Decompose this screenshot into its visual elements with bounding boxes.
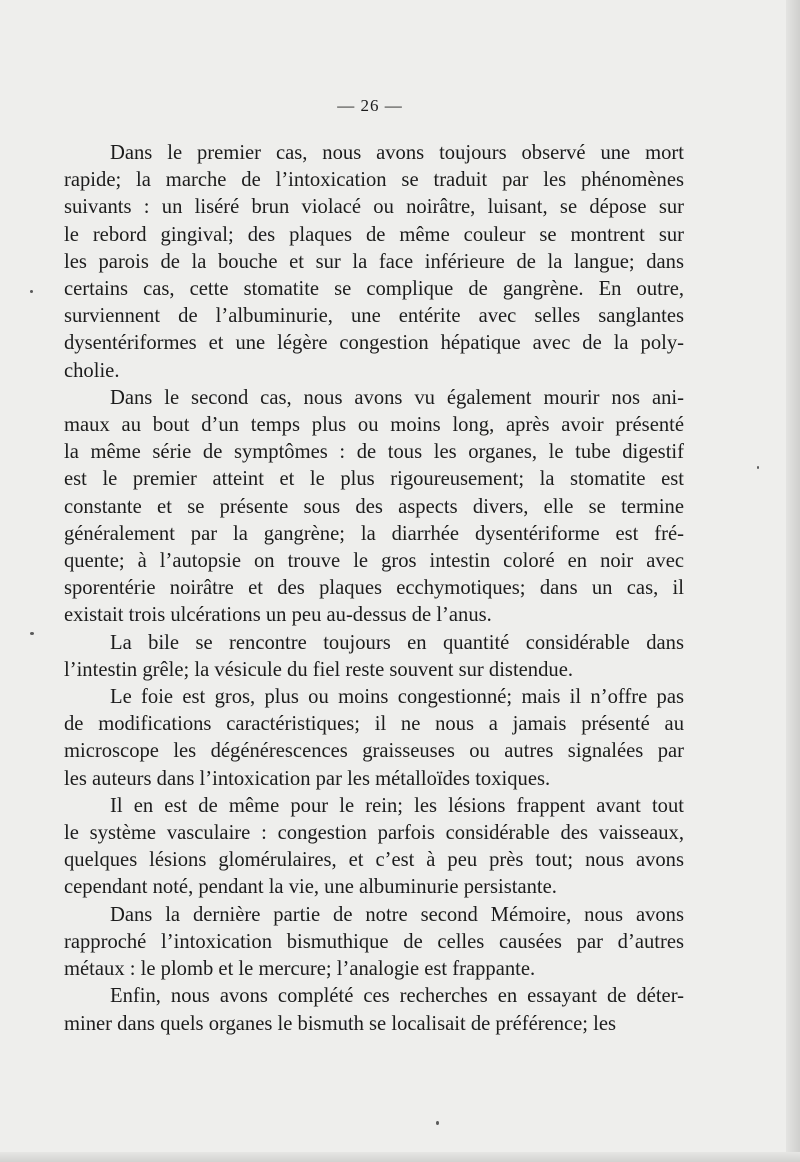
text-line: constante et se présente sous des aspects divers, elle se termine <box>64 495 684 518</box>
text-line: microscope les dégénérescences graisseuses ou autres signalées par <box>64 740 684 763</box>
text-line: miner dans quels organes le bismuth se localisait de préférence; les <box>64 1012 617 1035</box>
page-bottom-shadow <box>0 1152 800 1162</box>
paragraph <box>64 684 684 793</box>
text-line: maux au bout d’un temps plus ou moins long, après avoir présenté <box>64 414 684 437</box>
text-line: suivants : un liséré brun violacé ou noirâtre, luisant, se dépose sur <box>64 196 684 219</box>
paragraph <box>64 140 684 385</box>
paragraph <box>64 983 684 1037</box>
text-line: généralement par la gangrène; la diarrhée dysentériforme est fré- <box>64 522 684 545</box>
paragraph <box>64 902 684 984</box>
text-line: quelques lésions glomérulaires, et c’est à peu près tout; nous avons <box>64 849 684 872</box>
text-line: dysentériformes et une légère congestion hépatique avec de la poly- <box>64 332 684 355</box>
text-line: Dans le second cas, nous avons vu également mourir nos ani- <box>110 386 684 409</box>
text-line: existait trois ulcérations un peu au-dessus de l’anus. <box>64 604 492 627</box>
text-line: Dans la dernière partie de notre second Mémoire, nous avons <box>110 903 684 926</box>
text-line: cependant noté, pendant la vie, une albuminurie persistante. <box>64 876 557 899</box>
text-line: la même série de symptômes : de tous les organes, le tube digestif <box>64 441 684 464</box>
text-line: l’intestin grêle; la vésicule du fiel reste souvent sur distendue. <box>64 658 573 681</box>
text-line: quente; à l’autopsie on trouve le gros intestin coloré en noir avec <box>64 550 684 573</box>
text-line: cholie. <box>64 359 120 382</box>
print-speck <box>436 1121 439 1125</box>
print-speck <box>30 632 34 635</box>
text-line: Le foie est gros, plus ou moins congestionné; mais il n’offre pas <box>110 686 684 709</box>
text-line: surviennent de l’albuminurie, une entérite avec selles sanglantes <box>64 305 684 328</box>
text-line: le système vasculaire : congestion parfois considérable des vaisseaux, <box>64 822 684 845</box>
page-edge-shadow <box>786 0 800 1162</box>
text-line: de modifications caractéristiques; il ne nous a jamais présenté au <box>64 713 684 736</box>
text-line: Enfin, nous avons complété ces recherches en essayant de déter- <box>110 985 684 1008</box>
text-line: certains cas, cette stomatite se complique de gangrène. En outre, <box>64 278 684 301</box>
text-line: métaux : le plomb et le mercure; l’analogie est frappante. <box>64 958 536 981</box>
text-line: sporentérie noirâtre et des plaques ecchymotiques; dans un cas, il <box>64 577 684 600</box>
text-line: est le premier atteint et le plus rigoureusement; la stomatite est <box>64 468 684 491</box>
text-line: La bile se rencontre toujours en quantité considérable dans <box>110 631 684 654</box>
text-line: Dans le premier cas, nous avons toujours observé une mort <box>110 142 684 164</box>
print-speck <box>757 466 759 469</box>
body-text <box>64 140 684 1038</box>
print-speck <box>30 290 33 293</box>
paragraph <box>64 793 684 902</box>
text-line: rapide; la marche de l’intoxication se traduit par les phénomènes <box>64 169 684 192</box>
paragraph <box>64 385 684 630</box>
page-number: — 26 — <box>337 96 403 115</box>
text-line: le rebord gingival; des plaques de même couleur se montrent sur <box>64 223 684 246</box>
paragraph <box>64 630 684 684</box>
text-line: les auteurs dans l’intoxication par les métalloïdes toxiques. <box>64 767 551 790</box>
text-line: les parois de la bouche et sur la face inférieure de la langue; dans <box>64 250 684 273</box>
text-line: Il en est de même pour le rein; les lésions frappent avant tout <box>110 794 684 817</box>
text-line: rapproché l’intoxication bismuthique de celles causées par d’autres <box>64 930 684 953</box>
